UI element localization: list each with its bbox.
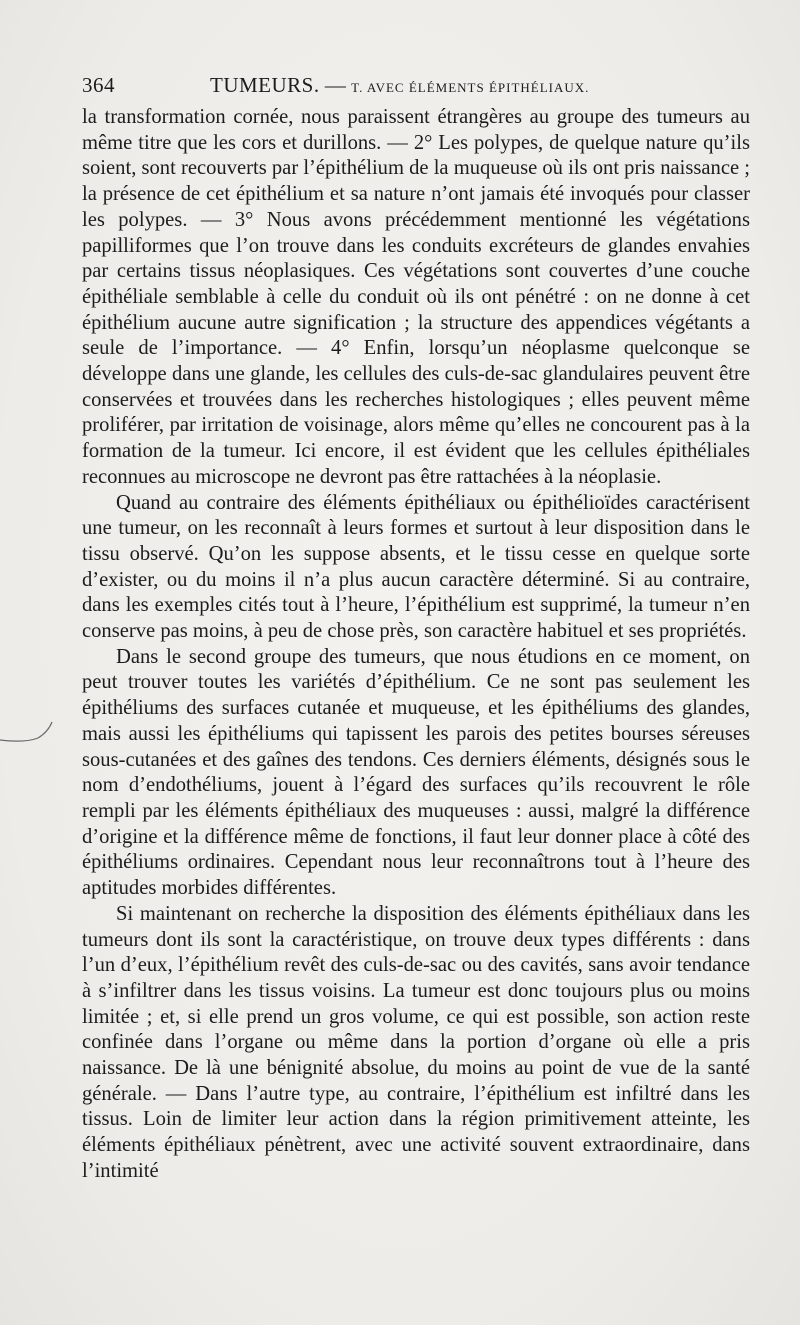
paragraph-2: Quand au contraire des éléments épithéliaux ou épithélioïdes caractérisent une tumeur, on les reconnaît à leurs formes et surtout à leur disposition dans le tissu observé. Qu’on les suppose absents, et le tissu cesse en quelque sorte d’exister, ou du moins il n’a plus aucun caractère déterminé. Si au contraire, dans les exemples cités tout à l’heure, l’épithélium est supprimé, la tumeur n’en conserve pas moins, à peu de chose près, son caractère habituel et ses propriétés.	[82, 491, 750, 643]
running-head-separator: —	[319, 73, 352, 97]
page-number: 364	[82, 73, 115, 97]
page-header	[82, 73, 752, 101]
running-head	[210, 73, 589, 98]
body-text	[82, 105, 750, 1185]
running-head-title: TUMEURS.	[210, 73, 320, 97]
pencil-margin-mark	[0, 710, 60, 750]
running-head-subtitle: T. AVEC ÉLÉMENTS ÉPITHÉLIAUX.	[351, 80, 590, 95]
paragraph-4: Si maintenant on recherche la disposition des éléments épithéliaux dans les tumeurs dont ils sont la caractéristique, on trouve deux types différents : dans l’un d’eux, l’épithélium revêt des culs-de-sac ou des cavités, sans avoir tendance à s’infiltrer dans les tissus voisins. La tumeur est donc toujours plus ou moins limitée ; et, si elle prend un gros volume, ce qui est possible, son action reste confinée dans l’organe ou même dans la portion d’organe où elle a pris naissance. De là une bénignité absolue, du moins au point de vue de la santé générale. — Dans l’autre type, au contraire, l’épithélium est infiltré dans les tissus. Loin de limiter leur action dans la région primitivement atteinte, les éléments épithéliaux pénètrent, avec une activité souvent extraordinaire, dans l’intimité	[82, 902, 750, 1182]
paragraph-3: Dans le second groupe des tumeurs, que nous étudions en ce moment, on peut trouver toutes les variétés d’épithélium. Ce ne sont pas seulement les épithéliums des surfaces cutanée et muqueuse, et les épithéliums des glandes, mais aussi les épithéliums qui tapissent les parois des petites bourses séreuses sous-cutanées et des gaînes des tendons. Ces derniers éléments, désignés sous le nom d’endothéliums, jouent à l’égard des surfaces qu’ils recouvrent le rôle rempli par les éléments épithéliaux des muqueuses : aussi, malgré la différence d’origine et la différence même de fonctions, il faut leur donner place à côté des épithéliums ordinaires. Cependant nous leur reconnaîtrons tout à l’heure des aptitudes morbides différentes.	[82, 645, 750, 900]
paragraph-1: la transformation cornée, nous paraissent étrangères au groupe des tumeurs au même titre que les cors et durillons. — 2° Les polypes, de quelque nature qu’ils soient, sont recouverts par l’épithélium de la muqueuse où ils ont pris naissance ; la présence de cet épithélium et sa nature n’ont jamais été invoqués pour classer les polypes. — 3° Nous avons précédemment mentionné les végétations papilliformes que l’on trouve dans les conduits excréteurs de glandes envahies par certains tissus néoplasiques. Ces végétations sont couvertes d’une couche épithéliale semblable à celle du conduit où ils ont pénétré : on ne donne à cet épithélium aucune autre signification ; la structure des appendices végétants a seule de l’importance. — 4° Enfin, lorsqu’un néoplasme quelconque se développe dans une glande, les cellules des culs-de-sac glandulaires peuvent être conservées et trouvées dans les recherches histologiques ; elles peuvent même proliférer, par irritation de voisinage, alors même qu’elles ne concourent pas à la formation de la tumeur. Ici encore, il est évident que les cellules épithéliales reconnues au microscope ne devront pas être rattachées à la néoplasie.	[82, 106, 750, 488]
